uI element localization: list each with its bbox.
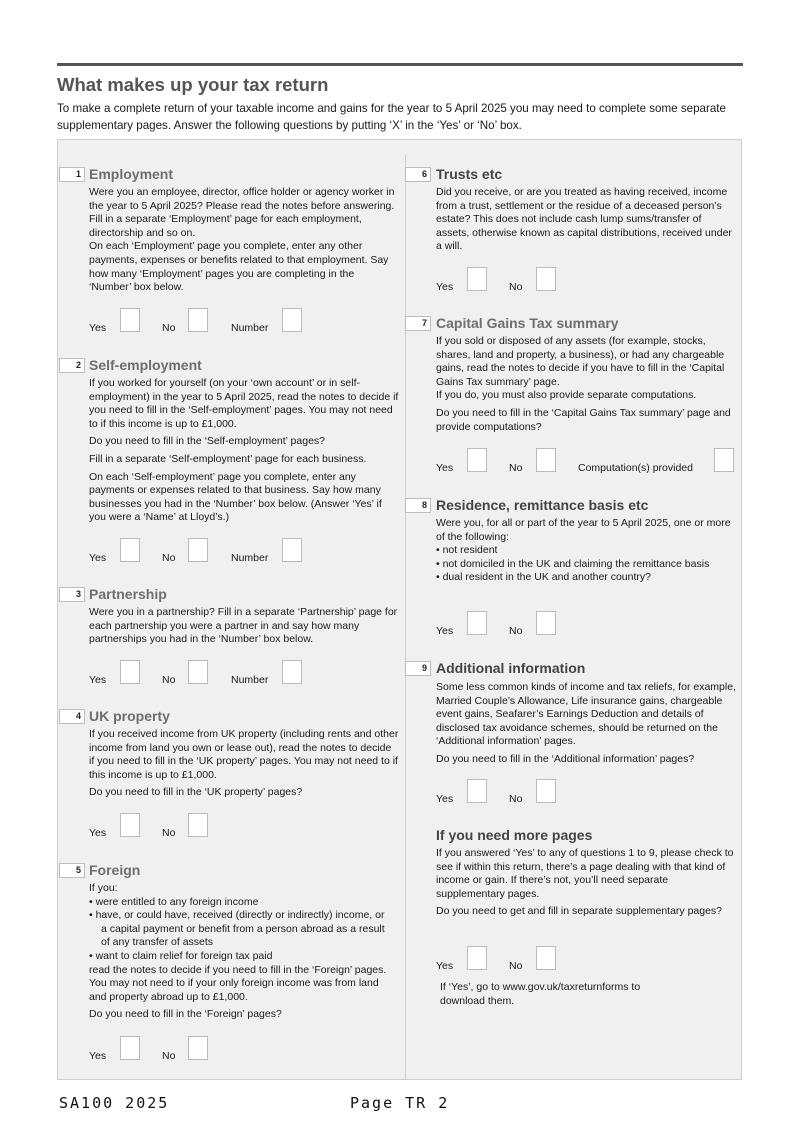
trusts-yes-box[interactable] [467,267,487,291]
more-pages-yes-box[interactable] [467,946,487,970]
additional-info-no-label: No [509,793,523,805]
self-employment-title: Self-employment [89,357,202,373]
partnership-yes-box[interactable] [120,660,140,684]
trusts-no-label: No [509,281,523,293]
question-number-5: 5 [59,863,85,878]
question-number-4: 4 [59,709,85,724]
more-pages-link-text: If ‘Yes’, go to www.gov.uk/taxreturnforms to download them. [440,981,641,1007]
residence-yes-box[interactable] [467,611,487,635]
residence-yes-label: Yes [436,625,454,637]
trusts-title: Trusts etc [436,166,503,182]
employment-yes-box[interactable] [120,308,140,332]
more-pages-title: If you need more pages [436,827,593,843]
employment-text: Were you an employee, director, office holder or agency worker in the year to 5 April 2025? Please read the notes before answering. Fill in a separate ‘Employment’ page for each employment, directorship and so on. On each ‘Employment’ page you complete, enter any other payments, expenses or benefits related to that employment. Say how many ‘Employment’ pages you are completing in the ‘Number’ box below. [89,186,395,294]
cgt-no-box[interactable] [536,448,556,472]
more-pages-no-label: No [509,960,523,972]
employment-no-box[interactable] [188,308,208,332]
uk-property-text: If you received income from UK property (including rents and other income from land you own or lease out), read the notes to decide if you need to fill in the ‘UK property’ pages. You may not need to if this income is up to £1,000. Do you need to fill in the ‘UK property’ pages? [89,728,399,799]
question-number-8: 8 [405,498,431,513]
more-pages-yes-label: Yes [436,960,454,972]
partnership-number-box[interactable] [282,660,302,684]
question-number-1: 1 [59,167,85,182]
partnership-no-label: No [162,674,176,686]
uk-property-yes-label: Yes [89,827,107,839]
trusts-text: Did you receive, or are you treated as having received, income from a trust, settlement or the residue of a deceased person’s estate? This does not include cash lump sums/transfer of assets, otherwise known as capital distributions, received under a will. [436,186,732,253]
page-number: Page TR 2 [350,1094,450,1112]
self-employment-number-box[interactable] [282,538,302,562]
question-number-3: 3 [59,587,85,602]
residence-no-label: No [509,625,523,637]
uk-property-no-box[interactable] [188,813,208,837]
question-number-2: 2 [59,358,85,373]
form-id: SA100 2025 [59,1094,170,1112]
foreign-no-label: No [162,1050,176,1062]
foreign-yes-label: Yes [89,1050,107,1062]
intro-text: To make a complete return of your taxable income and gains for the year to 5 April 2025 you may need to complete some separate supplementary pages. Answer the following questions by putting ‘X’ in the ‘Yes’ or ‘No’ box. [57,102,726,132]
column-divider [405,155,406,1080]
residence-text: Were you, for all or part of the year to 5 April 2025, one or more of the following: • not resident • not domiciled in the UK and claiming the remittance basis • dual resident in the UK and another country? [436,517,731,584]
cgt-summary-text: If you sold or disposed of any assets (for example, stocks, shares, land and property, a business), or had any chargeable gains, read the notes to decide if you have to fill in the ‘Capital Gains Tax summary’ page. If you do, you must also provide separate computations. Do you need to fill in the ‘Capital Gains Tax summary’ page and provide computations? [436,335,731,433]
self-employment-yes-label: Yes [89,552,107,564]
self-employment-yes-box[interactable] [120,538,140,562]
cgt-summary-title: Capital Gains Tax summary [436,315,619,331]
foreign-text: If you: • were entitled to any foreign income • have, or could have, received (directly or indirectly) income, or a capital payment or benefit from a person abroad as a result of any transfer of assets • want to claim relief for foreign tax paid read the notes to decide if you need to fill in the ‘Foreign’ pages. You may not need to if your only foreign income was from land and property abroad up to £1,000. Do you need to fill in the ‘Foreign’ pages? [89,882,387,1021]
cgt-no-label: No [509,462,523,474]
employment-number-box[interactable] [282,308,302,332]
additional-info-yes-box[interactable] [467,779,487,803]
additional-info-yes-label: Yes [436,793,454,805]
cgt-yes-label: Yes [436,462,454,474]
employment-yes-label: Yes [89,322,107,334]
self-employment-number-label: Number [231,552,269,564]
question-number-6: 6 [405,167,431,182]
self-employment-text: If you worked for yourself (on your ‘own account’ or in self-employment) in the year to 5 April 2025, read the notes to decide if you need to fill in the ‘Self-employment’ pages. You may not need to if this income is up to £1,000. Do you need to fill in the ‘Self-employment’ pages? Fill in a separate ‘Self-employment’ page for each business. On each ‘Self-employment’ page you complete, enter any payments or expenses related to that business. Say how many businesses you had in the ‘Number’ box below. (Answer ‘Yes’ if you were a ‘Name’ at Lloyd’s.) [89,377,399,524]
question-number-9: 9 [405,661,431,676]
uk-property-title: UK property [89,708,170,724]
additional-info-no-box[interactable] [536,779,556,803]
employment-title: Employment [89,166,174,182]
employment-no-label: No [162,322,176,334]
foreign-title: Foreign [89,862,141,878]
page-title: What makes up your tax return [57,74,329,95]
residence-title: Residence, remittance basis etc [436,497,649,513]
additional-info-title: Additional information [436,660,586,676]
more-pages-text: If you answered ‘Yes’ to any of questions 1 to 9, please check to see if within this return, there’s a page dealing with that kind of income or gain. If there’s not, you’ll need separate supplementary pages. Do you need to get and fill in separate supplementary pages? [436,847,734,918]
self-employment-no-box[interactable] [188,538,208,562]
partnership-yes-label: Yes [89,674,107,686]
foreign-yes-box[interactable] [120,1036,140,1060]
question-number-7: 7 [405,316,431,331]
computations-label: Computation(s) provided [578,462,693,474]
additional-info-text: Some less common kinds of income and tax reliefs, for example, Married Couple’s Allowance, Life insurance gains, chargeable event gains, Seafarer’s Earnings Deduction and details of disclosed tax avoidance schemes, should be returned on the ‘Additional information’ pages. Do you need to fill in the ‘Additional information’ pages? [436,681,736,765]
uk-property-yes-box[interactable] [120,813,140,837]
residence-no-box[interactable] [536,611,556,635]
uk-property-no-label: No [162,827,176,839]
partnership-no-box[interactable] [188,660,208,684]
trusts-yes-label: Yes [436,281,454,293]
partnership-title: Partnership [89,586,167,602]
top-rule [57,63,743,66]
computations-box[interactable] [714,448,734,472]
foreign-no-box[interactable] [188,1036,208,1060]
more-pages-no-box[interactable] [536,946,556,970]
cgt-yes-box[interactable] [467,448,487,472]
trusts-no-box[interactable] [536,267,556,291]
self-employment-no-label: No [162,552,176,564]
partnership-number-label: Number [231,674,269,686]
partnership-text: Were you in a partnership? Fill in a separate ‘Partnership’ page for each partnership you were a partner in and say how many partnerships you had in the ‘Number’ box below. [89,606,398,646]
employment-number-label: Number [231,322,269,334]
